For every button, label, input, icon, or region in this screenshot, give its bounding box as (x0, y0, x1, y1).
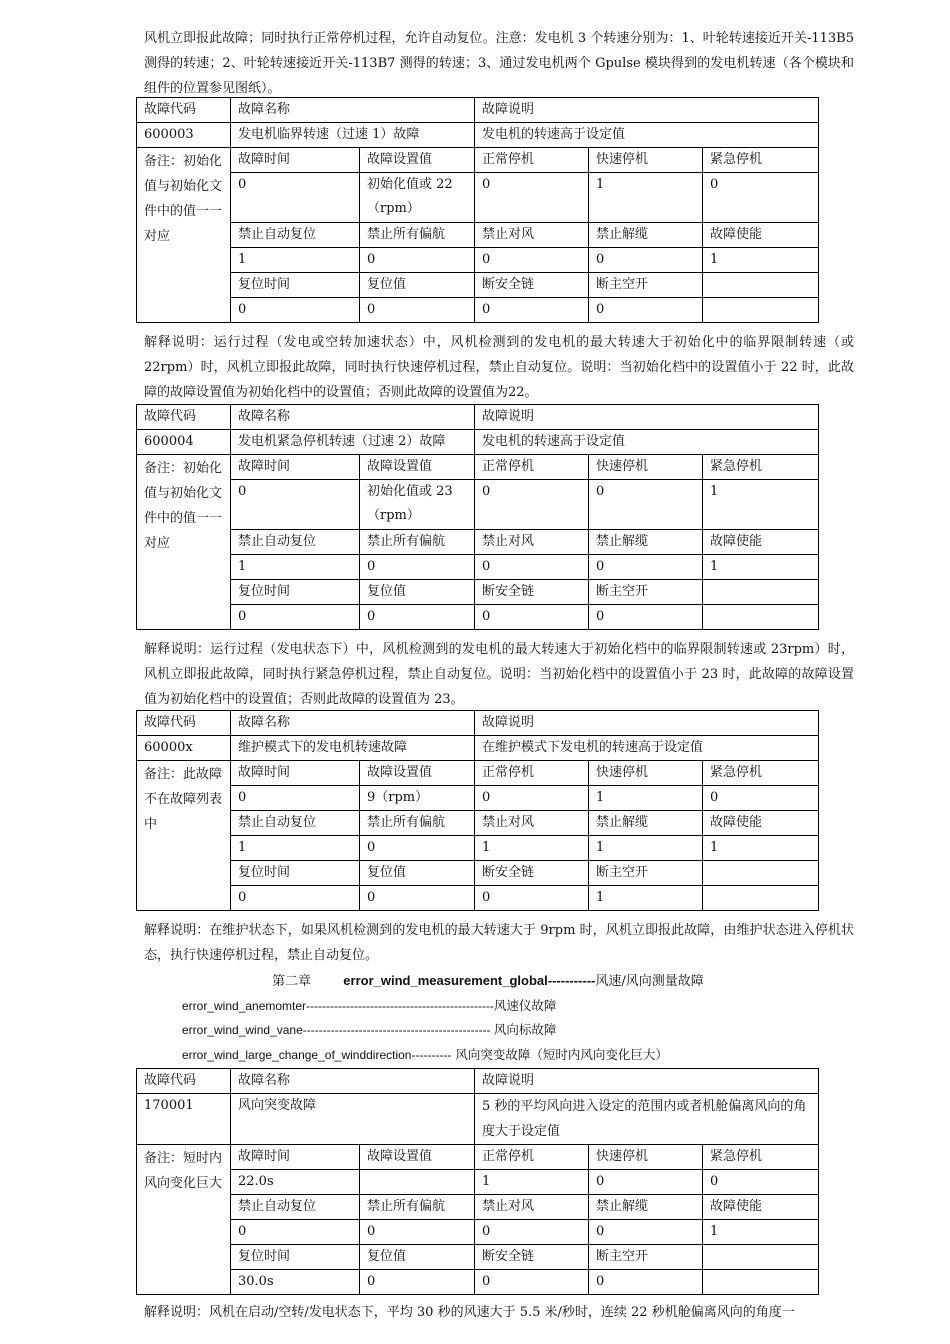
value-no-untwist: 0 (589, 1220, 703, 1245)
sub-item (182, 1018, 862, 1042)
value-fault-time: 0 (231, 480, 360, 530)
value-reset-value: 0 (360, 298, 475, 323)
empty-cell (703, 273, 819, 298)
label-fault-set: 故障设置值 (360, 455, 475, 480)
label-fault-time: 故障时间 (231, 761, 360, 786)
fault-code: 600003 (137, 123, 231, 148)
chapter-code: error_wind_measurement_global----------- (343, 973, 596, 988)
sub-item (182, 994, 862, 1018)
label-reset-time: 复位时间 (231, 580, 360, 605)
label-code: 故障代码 (137, 405, 231, 430)
empty-cell (703, 886, 819, 911)
fault-table-60000x (136, 710, 819, 911)
value-no-auto-reset: 1 (231, 555, 360, 580)
label-no-wind-align: 禁止对风 (475, 223, 589, 248)
label-reset-time: 复位时间 (231, 861, 360, 886)
label-safety-chain: 断安全链 (475, 1245, 589, 1270)
empty-cell (703, 861, 819, 886)
explain-paragraph-2: 解释说明：运行过程（发电状态下）中，风机检测到的发电机的最大转速大于初始化档中的临界限制转速或 23rpm）时，风机立即报此故障，同时执行紧急停机过程，禁止自动复位。说明：当初始化档中的设置值小于 23 时，此故障的故障设置值为初始化档中的设置值；否则此故障的设置值为 23。 (144, 642, 854, 707)
sub-item-label: 风向突变故障（短时内风向变化巨大） (451, 1047, 668, 1062)
value-reset-time: 0 (231, 605, 360, 630)
sub-item-code: error_wind_wind_vane----------------------------------------------- (182, 1023, 494, 1037)
explain-paragraph-3: 解释说明：在维护状态下，如果风机检测到的发电机的最大转速大于 9rpm 时，风机立即报此故障，由维护状态进入停机状态，执行快速停机过程，禁止自动复位。 (144, 923, 854, 963)
value-fault-set (360, 1170, 475, 1195)
label-no-auto-reset: 禁止自动复位 (231, 811, 360, 836)
empty-cell (703, 298, 819, 323)
label-fault-time: 故障时间 (231, 148, 360, 173)
fault-name: 发电机紧急停机转速（过速 2）故障 (231, 430, 475, 455)
label-no-untwist: 禁止解缆 (589, 223, 703, 248)
label-desc: 故障说明 (475, 711, 819, 736)
value-main-switch: 0 (589, 1270, 703, 1295)
fault-name: 风向突变故障 (231, 1094, 475, 1145)
value-normal-stop: 1 (475, 1170, 589, 1195)
label-enable: 故障使能 (703, 223, 819, 248)
label-no-wind-align: 禁止对风 (475, 1195, 589, 1220)
label-no-auto-reset: 禁止自动复位 (231, 223, 360, 248)
label-enable: 故障使能 (703, 530, 819, 555)
value-reset-value: 0 (360, 886, 475, 911)
sub-item-label: 风向标故障 (493, 1022, 557, 1037)
fault-code: 60000x (137, 736, 231, 761)
value-no-yaw: 0 (360, 1220, 475, 1245)
label-main-switch: 断主空开 (589, 1245, 703, 1270)
empty-cell (703, 1270, 819, 1295)
value-no-auto-reset: 0 (231, 1220, 360, 1245)
empty-cell (703, 1245, 819, 1270)
value-no-wind-align: 0 (475, 1220, 589, 1245)
fault-table-170001 (136, 1068, 819, 1295)
value-no-untwist: 1 (589, 836, 703, 861)
label-name: 故障名称 (231, 711, 475, 736)
fault-note: 备注：初始化值与初始化文件中的值一一对应 (137, 148, 231, 323)
label-no-auto-reset: 禁止自动复位 (231, 530, 360, 555)
value-safety-chain: 0 (475, 1270, 589, 1295)
label-desc: 故障说明 (475, 98, 819, 123)
value-normal-stop: 0 (475, 480, 589, 530)
value-main-switch: 1 (589, 886, 703, 911)
value-emergency-stop: 0 (703, 173, 819, 223)
value-fault-set: 初始化值或 22（rpm） (360, 173, 475, 223)
value-enable: 1 (703, 248, 819, 273)
value-emergency-stop: 0 (703, 1170, 819, 1195)
value-no-wind-align: 0 (475, 248, 589, 273)
label-fault-set: 故障设置值 (360, 148, 475, 173)
label-reset-time: 复位时间 (231, 1245, 360, 1270)
label-fast-stop: 快速停机 (589, 148, 703, 173)
label-name: 故障名称 (231, 98, 475, 123)
label-reset-value: 复位值 (360, 861, 475, 886)
label-no-untwist: 禁止解缆 (589, 811, 703, 836)
label-fast-stop: 快速停机 (589, 1145, 703, 1170)
label-normal-stop: 正常停机 (475, 455, 589, 480)
value-fast-stop: 1 (589, 173, 703, 223)
value-no-yaw: 0 (360, 248, 475, 273)
label-normal-stop: 正常停机 (475, 148, 589, 173)
sub-item-code: error_wind_large_change_of_winddirection---------- (182, 1048, 452, 1062)
label-no-auto-reset: 禁止自动复位 (231, 1195, 360, 1220)
value-no-yaw: 0 (360, 555, 475, 580)
fault-desc: 发电机的转速高于设定值 (475, 430, 819, 455)
label-code: 故障代码 (137, 98, 231, 123)
fault-name: 发电机临界转速（过速 1）故障 (231, 123, 475, 148)
value-no-untwist: 0 (589, 555, 703, 580)
label-emergency-stop: 紧急停机 (703, 455, 819, 480)
fault-code: 600004 (137, 430, 231, 455)
value-safety-chain: 0 (475, 886, 589, 911)
value-fault-time: 0 (231, 173, 360, 223)
fault-code: 170001 (137, 1094, 231, 1145)
value-no-wind-align: 1 (475, 836, 589, 861)
label-code: 故障代码 (137, 711, 231, 736)
fault-table-600004 (136, 404, 819, 630)
value-normal-stop: 0 (475, 173, 589, 223)
label-normal-stop: 正常停机 (475, 1145, 589, 1170)
value-main-switch: 0 (589, 605, 703, 630)
label-fast-stop: 快速停机 (589, 761, 703, 786)
value-no-untwist: 0 (589, 248, 703, 273)
value-emergency-stop: 0 (703, 786, 819, 811)
value-no-auto-reset: 1 (231, 836, 360, 861)
fault-note: 备注：短时内风向变化巨大 (137, 1145, 231, 1295)
value-fault-set: 9（rpm） (360, 786, 475, 811)
value-safety-chain: 0 (475, 605, 589, 630)
intro-paragraph: 风机立即报此故障；同时执行正常停机过程，允许自动复位。注意：发电机 3 个转速分别为：1、叶轮转速接近开关-113B5 测得的转速；2、叶轮转速接近开关-113B7 测得的转速；3、通过发电机两个 Gpulse 模块得到的发电机转速（各个模块和组件的位置参见图纸）。 (144, 31, 854, 96)
label-fault-set: 故障设置值 (360, 1145, 475, 1170)
label-enable: 故障使能 (703, 811, 819, 836)
fault-desc: 5 秒的平均风向进入设定的范围内或者机舱偏离风向的角度大于设定值 (475, 1094, 819, 1145)
value-enable: 1 (703, 555, 819, 580)
label-safety-chain: 断安全链 (475, 580, 589, 605)
label-main-switch: 断主空开 (589, 273, 703, 298)
value-reset-value: 0 (360, 605, 475, 630)
sub-item-label: 风速仪故障 (493, 998, 557, 1013)
sub-item-code: error_wind_anemomter----------------------------------------------- (182, 999, 494, 1013)
empty-cell (703, 580, 819, 605)
label-main-switch: 断主空开 (589, 580, 703, 605)
label-emergency-stop: 紧急停机 (703, 148, 819, 173)
label-normal-stop: 正常停机 (475, 761, 589, 786)
label-name: 故障名称 (231, 405, 475, 430)
value-fast-stop: 0 (589, 480, 703, 530)
value-fault-time: 22.0s (231, 1170, 360, 1195)
label-safety-chain: 断安全链 (475, 861, 589, 886)
label-reset-value: 复位值 (360, 580, 475, 605)
value-no-yaw: 0 (360, 836, 475, 861)
label-code: 故障代码 (137, 1069, 231, 1094)
label-desc: 故障说明 (475, 1069, 819, 1094)
value-reset-value: 0 (360, 1270, 475, 1295)
value-fast-stop: 0 (589, 1170, 703, 1195)
label-reset-time: 复位时间 (231, 273, 360, 298)
value-no-wind-align: 0 (475, 555, 589, 580)
value-reset-time: 0 (231, 886, 360, 911)
label-fault-time: 故障时间 (231, 1145, 360, 1170)
label-safety-chain: 断安全链 (475, 273, 589, 298)
explain-paragraph-1: 解释说明：运行过程（发电或空转加速状态）中，风机检测到的发电机的最大转速大于初始化中的临界限制转速（或 22rpm）时，风机立即报此故障，同时执行快速停机过程，禁止自动复位。说明：当初始化档中的设置值小于 22 时，此故障的故障设置值为初始化档中的设置值；否则此故障的设置值为22。 (144, 335, 854, 400)
value-no-auto-reset: 1 (231, 248, 360, 273)
chapter-heading (272, 970, 872, 993)
label-desc: 故障说明 (475, 405, 819, 430)
label-emergency-stop: 紧急停机 (703, 761, 819, 786)
label-no-yaw: 禁止所有偏航 (360, 223, 475, 248)
label-reset-value: 复位值 (360, 273, 475, 298)
value-normal-stop: 0 (475, 786, 589, 811)
value-reset-time: 30.0s (231, 1270, 360, 1295)
value-enable: 1 (703, 1220, 819, 1245)
label-main-switch: 断主空开 (589, 861, 703, 886)
chapter-prefix: 第二章 (272, 974, 312, 989)
fault-note: 备注：初始化值与初始化文件中的值一一对应 (137, 455, 231, 630)
value-emergency-stop: 1 (703, 480, 819, 530)
label-fault-time: 故障时间 (231, 455, 360, 480)
empty-cell (703, 605, 819, 630)
sub-item (182, 1043, 862, 1067)
label-no-wind-align: 禁止对风 (475, 530, 589, 555)
value-main-switch: 0 (589, 298, 703, 323)
label-no-untwist: 禁止解缆 (589, 530, 703, 555)
label-no-yaw: 禁止所有偏航 (360, 1195, 475, 1220)
fault-note: 备注：此故障不在故障列表中 (137, 761, 231, 911)
label-no-yaw: 禁止所有偏航 (360, 530, 475, 555)
value-enable: 1 (703, 836, 819, 861)
fault-name: 维护模式下的发电机转速故障 (231, 736, 475, 761)
label-no-untwist: 禁止解缆 (589, 1195, 703, 1220)
value-safety-chain: 0 (475, 298, 589, 323)
value-fault-time: 0 (231, 786, 360, 811)
value-reset-time: 0 (231, 298, 360, 323)
chapter-title: 风速/风向测量故障 (595, 974, 704, 989)
label-reset-value: 复位值 (360, 1245, 475, 1270)
fault-desc: 发电机的转速高于设定值 (475, 123, 819, 148)
value-fault-set: 初始化值或 23（rpm） (360, 480, 475, 530)
fault-desc: 在维护模式下发电机的转速高于设定值 (475, 736, 819, 761)
label-no-yaw: 禁止所有偏航 (360, 811, 475, 836)
value-fast-stop: 1 (589, 786, 703, 811)
label-enable: 故障使能 (703, 1195, 819, 1220)
label-no-wind-align: 禁止对风 (475, 811, 589, 836)
fault-table-600003 (136, 97, 819, 323)
label-name: 故障名称 (231, 1069, 475, 1094)
label-fault-set: 故障设置值 (360, 761, 475, 786)
label-fast-stop: 快速停机 (589, 455, 703, 480)
explain-paragraph-4: 解释说明：风机在启动/空转/发电状态下，平均 30 秒的风速大于 5.5 米/秒时，连续 22 秒机舱偏离风向的角度一 (144, 1305, 795, 1320)
label-emergency-stop: 紧急停机 (703, 1145, 819, 1170)
